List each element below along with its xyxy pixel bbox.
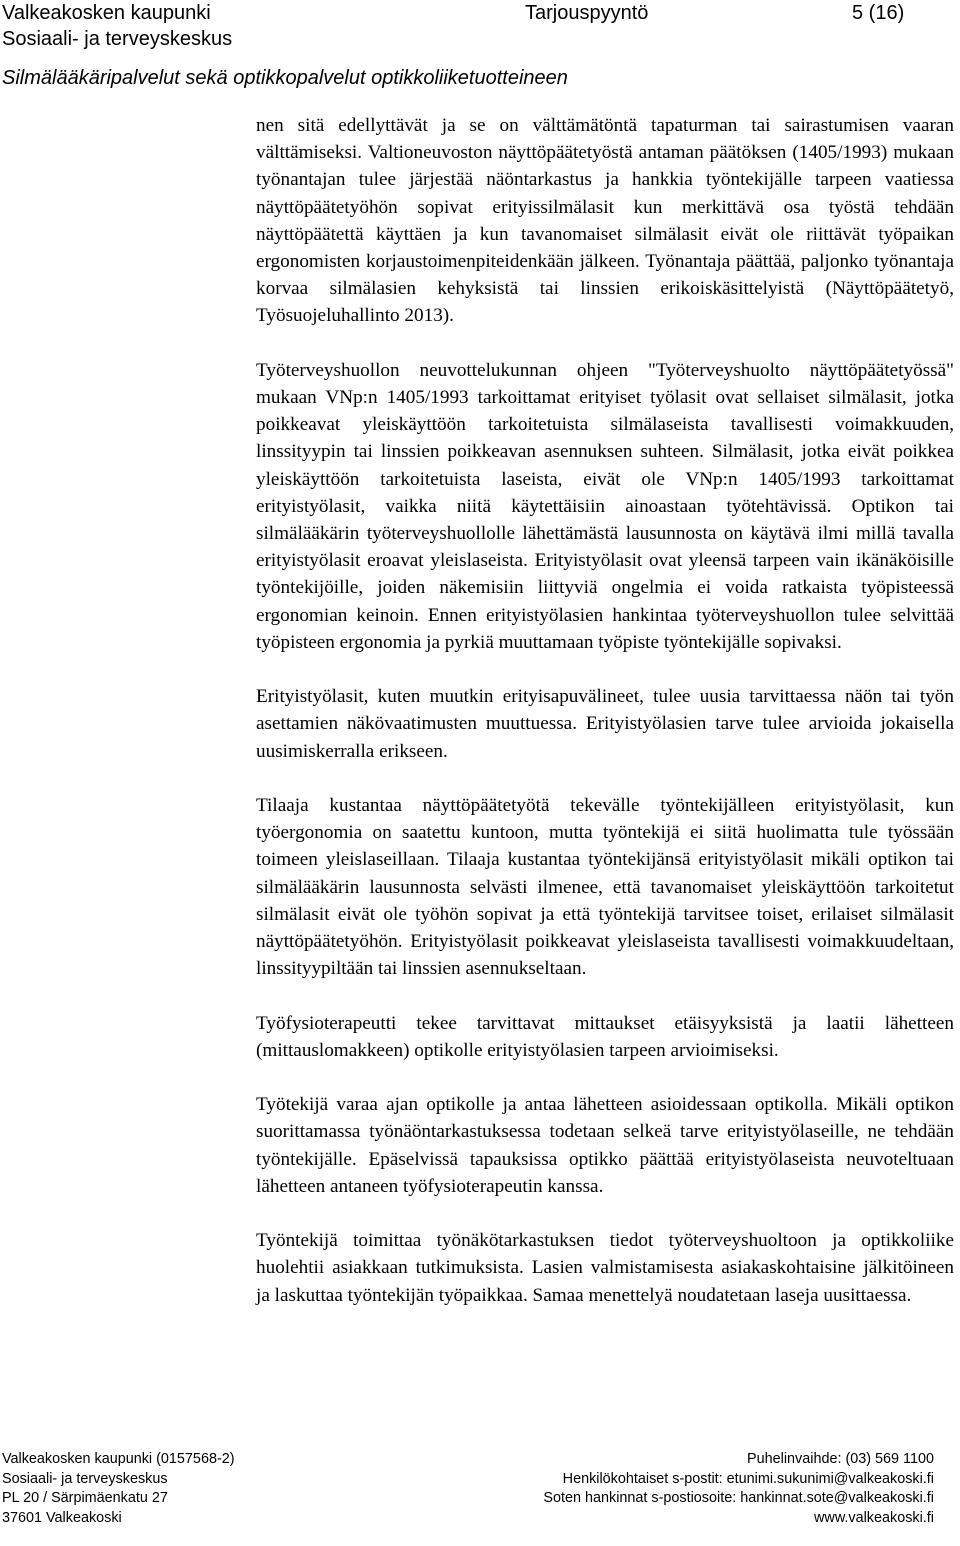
paragraph-7: Työntekijä toimittaa työnäkötarkastuksen tiedot työterveyshuoltoon ja optikkoliike huolehtii asiakkaan tutkimuksista. Lasien valmistamisesta asiakaskohtaisine jälkitöineen ja laskuttaa työntekijän työpaikkaa. Samaa menettelyä noudatetaan laseja uusittaessa. [256, 1230, 954, 1306]
paragraph-5: Työfysioterapeutti tekee tarvittavat mittaukset etäisyyksistä ja laatii lähetteen (mittauslomakkeen) optikolle erityistyölasien tarpeen arvioimiseksi. [256, 1012, 954, 1061]
paragraph-4: Tilaaja kustantaa näyttöpäätetyötä tekevälle työntekijälleen erityistyölasit, kun työergonomia on saatettu kuntoon, mutta työntekijä ei siitä huolimatta tule työssään toimeen yleislaseillaan. Tilaaja kustantaa työntekijänsä erityistyölasit mikäli optikon tai silmälääkärin lausunnosta selvästi ilmenee, että tavanomaiset yleiskäyttöön tarkoitetut silmälasit eivät ole työhön sopivat ja että työntekijä tarvitsee toiset, erilaiset silmälasit näyttöpäätetyöhön. Erityistyölasit poikkeavat yleislaseista tavallisesti voimakkuudeltaan, linssityypiltään tai linssien asennukseltaan. [256, 795, 954, 980]
document-body [256, 112, 954, 1336]
footer-company: Valkeakosken kaupunki (0157568-2) [2, 1451, 235, 1467]
header-page-number: 5 (16) [852, 2, 905, 24]
header-document-type: Tarjouspyyntö [525, 2, 649, 24]
header-subject: Silmälääkäripalvelut sekä optikkopalvelut optikkoliiketuotteineen [2, 67, 568, 89]
paragraph-6: Työtekijä varaa ajan optikolle ja antaa lähetteen asioidessaan optikolla. Mikäli optikon suorittamassa työnäöntarkastuksessa todetaan selkeä tarve erityistyölaseille, ne tehdään työntekijälle. Epäselvissä tapauksissa optikko päättää erityistyölaseista neuvoteltuaan lähetteen antaneen työfysioterapeutin kanssa. [256, 1094, 954, 1197]
footer-procurement-email: Soten hankinnat s-postiosoite: hankinnat.sote@valkeakoski.fi [543, 1490, 934, 1506]
paragraph-2: Työterveyshuollon neuvottelukunnan ohjeen "Työterveyshuolto näyttöpäätetyössä" mukaan VNp:n 1405/1993 tarkoittamat erityiset työlasit ovat sellaiset silmälasit, jotka poikkeavat yleiskäyttöön tarkoitetuista silmälaseista tavallisesti voimakkuuden, linssityypin tai linssien poikkeavan asennuksen suhteen. Silmälasit, jotka eivät poikkea yleiskäyttöön tarkoitetuista laseista, eivät ole VNp:n 1405/1993 tarkoittamat erityistyölasit, vaikka niitä käytettäisiin ainoastaan työtehtävissä. Optikon tai silmälääkärin työterveyshuollolle lähettämästä lausunnosta on käytävä ilmi millä tavalla erityistyölasit eroavat yleislaseista. Erityistyölasit ovat yleensä tarpeen vain ikänäköisille työntekijöille, joiden näkemisiin liittyviä ongelmia ei voida ratkaista työpisteessä ergonomian keinoin. Ennen erityistyölasien hankintaa työterveyshuollon tulee selvittää työpisteen ergonomia ja pyrkiä muuttamaan työpiste työntekijälle sopivaksi. [256, 359, 954, 653]
paragraph-1: nen sitä edellyttävät ja se on välttämätöntä tapaturman tai sairastumisen vaaran välttämiseksi. Valtioneuvoston näyttöpäätetyöstä antaman päätöksen (1405/1993) mukaan työnantajan tulee järjestää näöntarkastus ja hankkia työntekijälle tarpeen vaatiessa näyttöpäätetyöhön sopivat erityissilmälasit kun merkittävä osa työstä tehdään näyttöpäätettä käyttäen ja kun tavanomaiset silmälasit eivät ole riittävät työpaikan ergonomisten korjaustoimenpiteidenkään jälkeen. Työnantaja päättää, paljonko työnantaja korvaa silmälasien kehyksistä tai linssien erikoiskäsittelyistä (Näyttöpäätetyö, Työsuojeluhallinto 2013). [256, 115, 954, 327]
header-organization: Valkeakosken kaupunki [2, 2, 211, 24]
footer-personal-email: Henkilökohtaiset s-postit: etunimi.sukunimi@valkeakoski.fi [562, 1470, 934, 1487]
footer-contact-block [543, 1450, 934, 1528]
page-footer [0, 1450, 960, 1546]
footer-department: Sosiaali- ja terveyskeskus [2, 1470, 168, 1487]
footer-postal-address: 37601 Valkeakoski [2, 1509, 122, 1526]
footer-address-block [2, 1450, 235, 1528]
footer-phone: Puhelinvaihde: (03) 569 1100 [747, 1451, 934, 1467]
header-department: Sosiaali- ja terveyskeskus [2, 28, 233, 50]
paragraph-3: Erityistyölasit, kuten muutkin erityisapuvälineet, tulee uusia tarvittaessa näön tai työn asettamien näkövaatimusten muuttuessa. Erityistyölasien tarve tulee arvioida jokaisella uusimiskerralla erikseen. [256, 686, 954, 762]
footer-website: www.valkeakoski.fi [814, 1509, 934, 1526]
footer-street-address: PL 20 / Särpimäenkatu 27 [2, 1490, 168, 1506]
